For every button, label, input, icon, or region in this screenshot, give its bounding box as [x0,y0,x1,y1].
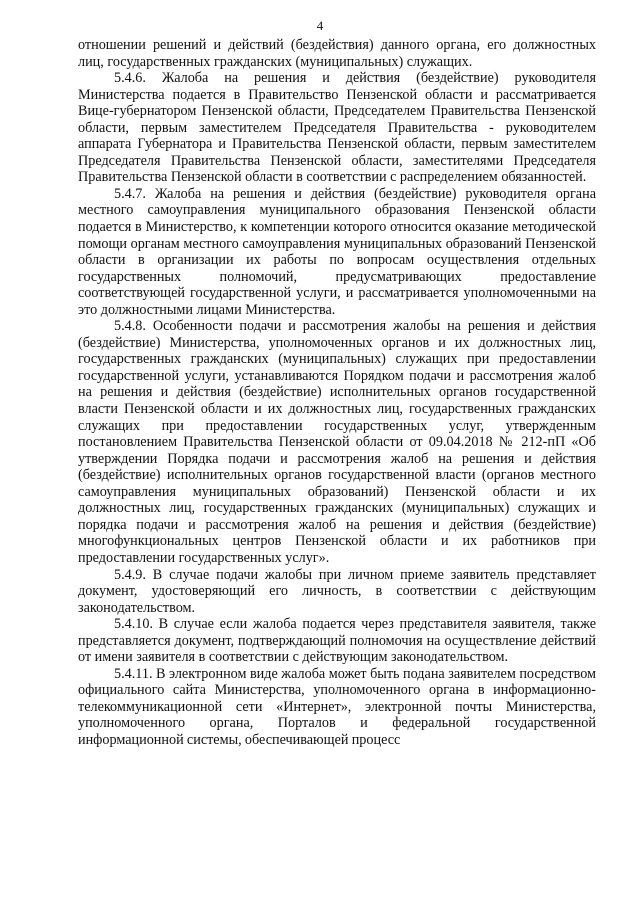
paragraph-5-4-9: 5.4.9. В случае подачи жалобы при личном приеме заявитель представляет документ, удостоверяющий его личность, в соответствии с действующим законодательством. [78,566,596,616]
document-body [78,37,596,749]
paragraph-5-4-11: 5.4.11. В электронном виде жалоба может быть подана заявителем посредством официального сайта Министерства, уполномоченного органа в информационно-телекоммуникационной сети «Интернет», электронной почты Министерства, уполномоченного органа, Порталов и федеральной государственной информационной системы, обеспечивающей процесс [78,665,596,748]
paragraph-5-4-8: 5.4.8. Особенности подачи и рассмотрения жалобы на решения и действия (бездействие) Министерства, уполномоченных органов и их должностных лиц, государственных гражданских (муниципальных) служащих при предоставлении государственной услуги, устанавливаются Порядком подачи и рассмотрения жалоб на решения и действия (бездействие) исполнительных органов государственной власти Пензенской области и их должностных лиц, государственных гражданских служащих при предоставлении государственных услуг, утвержденным постановлением Правительства Пензенской области от 09.04.2018 № 212-пП «Об утверждении Порядка подачи и рассмотрения жалоб на решения и действия (бездействие) исполнительных органов государственной власти (органов местного самоуправления муниципальных образований) Пензенской области и их должностных лиц, государственных гражданских (муниципальных) служащих и порядка подачи и рассмотрения жалоб на решения и действия (бездействие) многофункциональных центров Пензенской области и их работников при предоставлении государственных услуг». [78,318,596,566]
paragraph-5-4-10: 5.4.10. В случае если жалоба подается через представителя заявителя, также представляется документ, подтверждающий полномочия на осуществление действий от имени заявителя в соответствии с действующим законодательством. [78,616,596,666]
paragraph-5-4-6: 5.4.6. Жалоба на решения и действия (бездействие) руководителя Министерства подается в Правительство Пензенской области и рассматривается Вице-губернатором Пензенской области, Председателем Правительства Пензенской области, первым заместителем Председателя Правительства - руководителем аппарата Губернатора и Правительства Пензенской области, первым заместителем Председателя Правительства Пензенской области, заместителями Председателя Правительства Пензенской области в соответствии с распределением обязанностей. [78,70,596,186]
page-number: 4 [316,18,324,33]
paragraph-continuation: отношении решений и действий (бездействия) данного органа, его должностных лиц, государственных гражданских (муниципальных) служащих. [78,37,596,70]
paragraph-5-4-7: 5.4.7. Жалоба на решения и действия (бездействие) руководителя органа местного самоуправления муниципального образования Пензенской области подается в Министерство, к компетенции которого относится оказание методической помощи органам местного самоуправления муниципальных образований Пензенской области в организации их работы по вопросам осуществления отдельных государственных полномочий, предусматривающих предоставление соответствующей государственной услуги, и рассматривается уполномоченными на это должностными лицами Министерства. [78,185,596,318]
